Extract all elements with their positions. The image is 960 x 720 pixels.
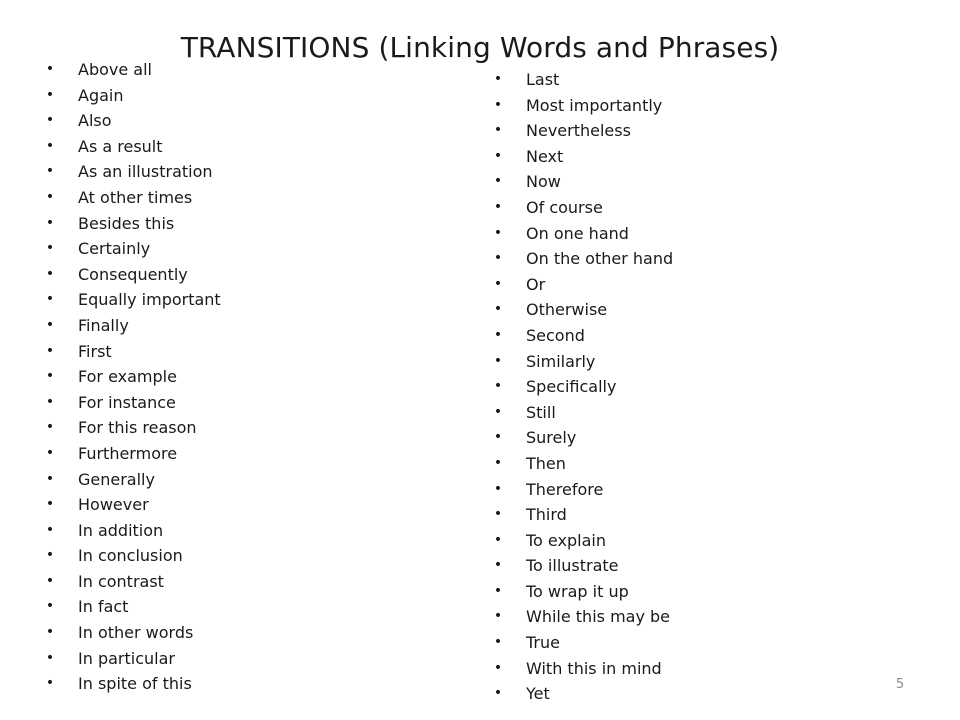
list-item-text: As an illustration (78, 162, 213, 182)
list-item (492, 246, 673, 272)
list-item-text: Also (78, 111, 112, 131)
bullet-icon: • (493, 173, 503, 190)
bullet-icon: • (493, 378, 503, 395)
bullet-icon: • (45, 393, 55, 410)
bullet-icon: • (45, 444, 55, 461)
list-item-text: Besides this (78, 213, 175, 233)
list-item-text: Of course (526, 197, 603, 217)
list-item-text: Last (526, 70, 560, 89)
list-item-text: For instance (78, 392, 176, 412)
list-item (492, 425, 673, 451)
list-item-text: In conclusion (78, 546, 183, 566)
list-item-text: Certainly (78, 239, 151, 259)
list-item-text: In addition (78, 520, 164, 540)
bullet-icon: • (493, 403, 503, 420)
list-item-text: Above all (78, 60, 152, 79)
list-item-text: Therefore (526, 479, 604, 499)
list-item-text: In contrast (78, 571, 164, 591)
bullet-icon: • (493, 429, 503, 446)
list-item-text: On one hand (526, 223, 629, 243)
right-transition-list (492, 67, 673, 707)
list-item-text: For example (78, 367, 177, 387)
list-item-text: Second (526, 325, 585, 345)
bullet-icon: • (45, 624, 55, 641)
list-item (44, 108, 221, 134)
bullet-icon: • (45, 265, 55, 282)
list-item-text: Generally (78, 469, 155, 489)
bullet-icon: • (45, 521, 55, 538)
list-item (44, 594, 221, 620)
list-item-text: While this may be (526, 607, 671, 627)
list-item (492, 323, 673, 349)
list-item-text: In particular (78, 648, 175, 668)
bullet-icon: • (45, 137, 55, 154)
bullet-icon: • (45, 675, 55, 692)
list-item (492, 221, 673, 247)
list-item-text: Nevertheless (526, 121, 631, 141)
bullet-icon: • (493, 454, 503, 471)
bullet-icon: • (45, 240, 55, 257)
list-item-text: Then (526, 453, 566, 473)
list-item (492, 477, 673, 503)
list-item-text: Surely (526, 428, 577, 448)
list-item (44, 467, 221, 493)
list-item (44, 364, 221, 390)
list-item-text: Otherwise (526, 300, 608, 320)
list-item (44, 313, 221, 339)
bullet-icon: • (493, 352, 503, 369)
list-item-text: Equally important (78, 290, 221, 310)
bullet-icon: • (45, 572, 55, 589)
list-item (492, 502, 673, 528)
list-item (44, 492, 221, 518)
bullet-icon: • (493, 326, 503, 343)
list-item (492, 579, 673, 605)
list-item (44, 159, 221, 185)
bullet-icon: • (493, 250, 503, 267)
bullet-icon: • (45, 470, 55, 487)
list-item-text: To illustrate (526, 556, 619, 576)
bullet-icon: • (493, 301, 503, 318)
list-item (44, 83, 221, 109)
list-item (492, 272, 673, 298)
bullet-icon: • (493, 608, 503, 625)
list-item (492, 528, 673, 554)
list-item (492, 630, 673, 656)
bullet-icon: • (45, 214, 55, 231)
list-item-text: Or (526, 274, 546, 294)
list-item-text: Third (526, 505, 567, 525)
list-item-text: At other times (78, 187, 193, 207)
list-item (44, 339, 221, 365)
list-item-text: Similarly (526, 351, 596, 371)
list-item (44, 57, 221, 83)
bullet-icon: • (45, 649, 55, 666)
list-item-text: Consequently (78, 264, 188, 284)
list-item-text: Again (78, 85, 124, 105)
list-item (492, 604, 673, 630)
list-item (492, 451, 673, 477)
list-item (492, 169, 673, 195)
bullet-icon: • (45, 419, 55, 436)
list-item (492, 144, 673, 170)
list-item (44, 236, 221, 262)
list-item (44, 671, 221, 697)
list-item-text: With this in mind (526, 658, 662, 678)
list-item-text: In spite of this (78, 674, 192, 694)
slide-title: TRANSITIONS (Linking Words and Phrases) (180, 31, 780, 64)
bullet-icon: • (493, 685, 503, 702)
list-item (492, 118, 673, 144)
list-item (492, 93, 673, 119)
bullet-icon: • (45, 496, 55, 513)
list-item-text: Finally (78, 315, 129, 335)
bullet-icon: • (493, 198, 503, 215)
list-item (492, 297, 673, 323)
list-item-text: Next (526, 146, 564, 166)
bullet-icon: • (45, 61, 55, 77)
bullet-icon: • (493, 275, 503, 292)
list-item-text: In other words (78, 623, 194, 643)
list-item-text: To explain (526, 530, 606, 550)
list-item (44, 415, 221, 441)
list-item (44, 211, 221, 237)
list-item (44, 518, 221, 544)
list-item (492, 67, 673, 93)
list-item (44, 441, 221, 467)
bullet-icon: • (493, 71, 503, 87)
list-item (44, 390, 221, 416)
list-item (44, 134, 221, 160)
bullet-icon: • (493, 147, 503, 164)
list-item (44, 543, 221, 569)
list-item (44, 569, 221, 595)
list-item (44, 287, 221, 313)
bullet-icon: • (45, 163, 55, 180)
left-transition-list (44, 57, 221, 697)
bullet-icon: • (45, 291, 55, 308)
page-number: 5 (895, 677, 905, 692)
list-item-text: On the other hand (526, 249, 674, 269)
bullet-icon: • (45, 598, 55, 615)
bullet-icon: • (493, 557, 503, 574)
bullet-icon: • (493, 122, 503, 139)
list-item-text: Specifically (526, 377, 617, 397)
list-item-text: However (78, 495, 149, 515)
list-item-text: Now (526, 172, 561, 192)
bullet-icon: • (493, 96, 503, 113)
list-item-text: To wrap it up (526, 581, 629, 601)
list-item (44, 185, 221, 211)
list-item (44, 620, 221, 646)
bullet-icon: • (45, 316, 55, 333)
list-item (44, 262, 221, 288)
bullet-icon: • (493, 531, 503, 548)
bullet-icon: • (493, 634, 503, 651)
bullet-icon: • (45, 86, 55, 103)
bullet-icon: • (45, 112, 55, 129)
bullet-icon: • (45, 547, 55, 564)
bullet-icon: • (45, 368, 55, 385)
list-item-text: Still (526, 402, 556, 422)
bullet-icon: • (493, 224, 503, 241)
bullet-icon: • (45, 342, 55, 359)
list-item-text: Yet (526, 684, 550, 704)
list-item (492, 553, 673, 579)
list-item-text: As a result (78, 136, 163, 156)
list-item-text: In fact (78, 597, 129, 617)
list-item-text: True (526, 633, 560, 653)
list-item-text: Most importantly (526, 95, 663, 115)
bullet-icon: • (493, 582, 503, 599)
bullet-icon: • (493, 506, 503, 523)
bullet-icon: • (45, 188, 55, 205)
list-item (492, 349, 673, 375)
list-item-text: First (78, 341, 112, 361)
list-item (492, 681, 673, 707)
list-item (492, 195, 673, 221)
list-item (44, 646, 221, 672)
bullet-icon: • (493, 480, 503, 497)
bullet-icon: • (493, 659, 503, 676)
list-item-text: Furthermore (78, 443, 178, 463)
list-item-text: For this reason (78, 418, 197, 438)
list-item (492, 656, 673, 682)
list-item (492, 374, 673, 400)
list-item (492, 400, 673, 426)
